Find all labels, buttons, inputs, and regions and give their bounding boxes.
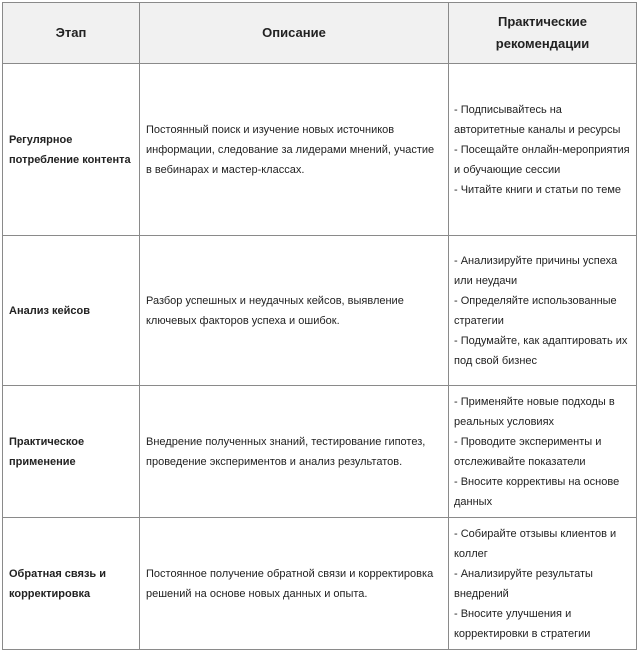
recommendations-cell (449, 236, 637, 386)
description-cell: Внедрение полученных знаний, тестирование гипотез, проведение экспериментов и анализ результатов. (140, 386, 449, 518)
recommendation-item: - Подписывайтесь на авторитетные каналы и ресурсы (454, 103, 621, 136)
description-cell: Постоянное получение обратной связи и корректировка решений на основе новых данных и опыта. (140, 518, 449, 650)
table-row (3, 236, 637, 386)
recommendation-item: - Проводите эксперименты и отслеживайте показатели (454, 435, 602, 468)
recommendation-item: - Вносите улучшения и корректировки в стратегии (454, 607, 591, 640)
description-cell: Постоянный поиск и изучение новых источников информации, следование за лидерами мнений, участие в вебинарах и мастер-классах. (140, 64, 449, 236)
recommendation-item: - Читайте книги и статьи по теме (454, 183, 622, 196)
stage-cell: Регулярное потребление контента (3, 64, 140, 236)
stage-cell: Анализ кейсов (3, 236, 140, 386)
recommendation-item: - Собирайте отзывы клиентов и коллег (454, 527, 617, 560)
table-header-row (3, 3, 637, 64)
table-row (3, 64, 637, 236)
recommendation-item: - Посещайте онлайн-мероприятия и обучающие сессии (454, 143, 630, 176)
recommendation-item: - Подумайте, как адаптировать их под свой бизнес (454, 334, 628, 367)
recommendation-item: - Применяйте новые подходы в реальных условиях (454, 395, 615, 428)
header-stage: Этап (3, 3, 140, 64)
recommendation-item: - Анализируйте результаты внедрений (454, 567, 593, 600)
header-description: Описание (140, 3, 449, 64)
recommendations-cell (449, 64, 637, 236)
recommendation-item: - Вносите коррективы на основе данных (454, 475, 620, 508)
stage-cell: Обратная связь и корректировка (3, 518, 140, 650)
stage-cell: Практическое применение (3, 386, 140, 518)
stages-table (2, 2, 637, 650)
table-row (3, 518, 637, 650)
description-cell: Разбор успешных и неудачных кейсов, выявление ключевых факторов успеха и ошибок. (140, 236, 449, 386)
recommendations-cell (449, 518, 637, 650)
recommendation-item: - Определяйте использованные стратегии (454, 294, 617, 327)
table-row (3, 386, 637, 518)
recommendation-item: - Анализируйте причины успеха или неудачи (454, 254, 618, 287)
recommendations-cell (449, 386, 637, 518)
header-recommendations: Практические рекомендации (449, 3, 637, 64)
